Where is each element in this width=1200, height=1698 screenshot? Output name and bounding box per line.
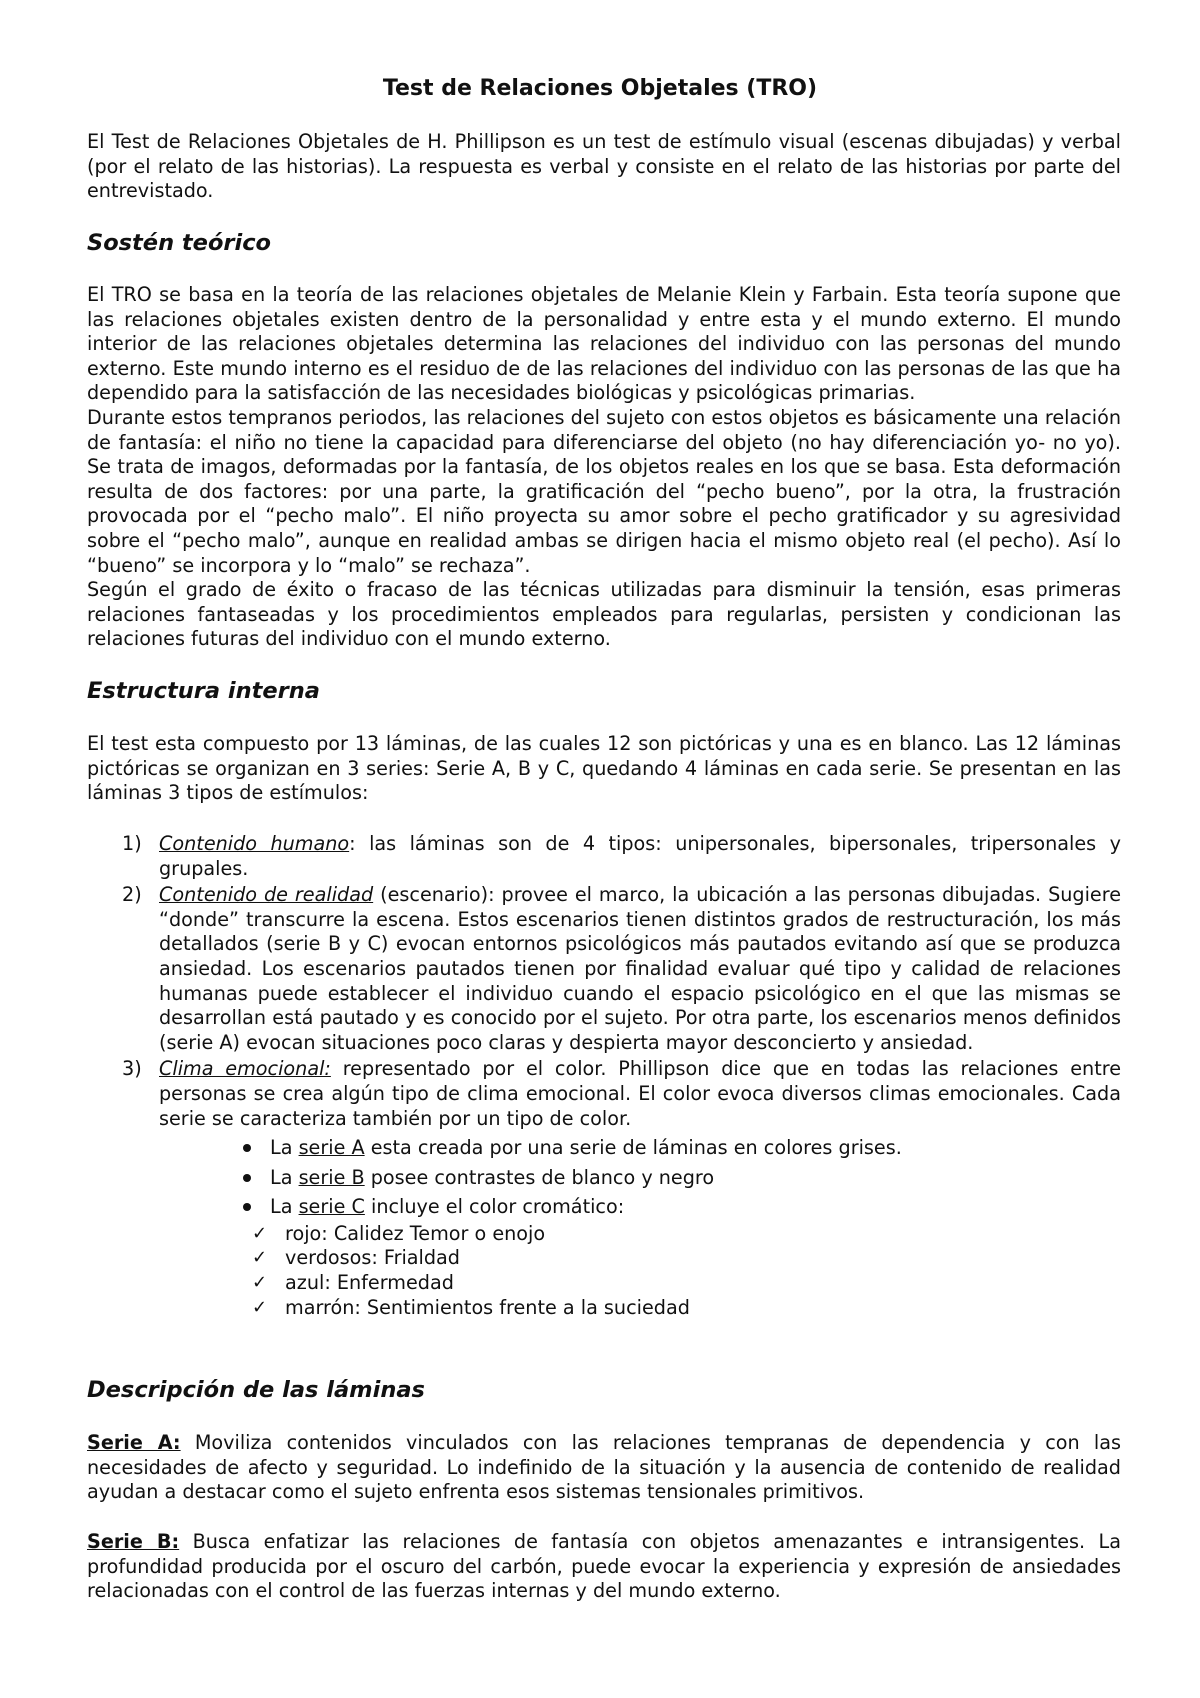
serie-a-label: Serie A: <box>87 1431 181 1454</box>
checkmark-icon: ✓ <box>252 1297 268 1319</box>
series-term: serie C <box>298 1195 365 1219</box>
stimulus-item <box>87 1057 1121 1320</box>
serie-b-text: Busca enfatizar las relaciones de fantasía con objetos amenazantes e intransigentes. La profundidad producida por el oscuro del carbón, puede evocar la experiencia y expresión de ansiedades relacionadas con el control de las fuerzas internas y del mundo externo. <box>87 1530 1121 1603</box>
series-bullet <box>231 1192 1121 1222</box>
theory-paragraph-2: Durante estos tempranos periodos, las relaciones del sujeto con estos objetos es básicamente una relación de fantasía: el niño no tiene la capacidad para diferenciarse del objeto (no hay diferenciación yo- no yo). Se trata de imagos, deformadas por la fantasía, de los objetos reales en los que se basa. Esta deformación resulta de dos factores: por una parte, la gratificación del “pecho bueno”, por la otra, la frustración provocada por el “pecho malo”. El niño proyecta su amor sobre el pecho gratificador y su agresividad sobre el “pecho malo”, aunque en realidad ambas se dirigen hacia el mismo objeto real (el pecho). Así lo “bueno” se incorpora y lo “malo” se rechaza”. <box>87 406 1121 577</box>
bullet-icon <box>243 1174 251 1182</box>
stimulus-description: (escenario): provee el marco, la ubicación a las personas dibujadas. Sugiere “donde” transcurre la escena. Estos escenarios tienen distintos grados de restructuración, los más detallados (serie B y C) evocan entornos psicológicos más pautados evitando así que se produzca ansiedad. Los escenarios pautados tienen por finalidad evaluar qué tipo y calidad de relaciones humanas puede establecer el individuo cuando el espacio psicológico en el que las mismas se desarrollan está pautado y es conocido por el sujeto. Por otra parte, los escenarios menos definidos (serie A) evocan situaciones poco claras y despierta mayor desconcierto y ansiedad. <box>159 883 1121 1054</box>
section-heading-sosten-teorico: Sostén teórico <box>87 230 271 256</box>
checkmark-icon: ✓ <box>252 1247 268 1269</box>
serie-a-text: Moviliza contenidos vinculados con las relaciones tempranas de dependencia y con las necesidades de afecto y seguridad. Lo indefinido de la situación y la ausencia de contenido de realidad ayudan a destacar como el sujeto enfrenta esos sistemas tensionales primitivos. <box>87 1431 1121 1504</box>
stimulus-term: Contenido humano <box>159 832 350 855</box>
checkmark-icon: ✓ <box>252 1272 268 1294</box>
series-bullet <box>231 1133 1121 1163</box>
stimulus-item-body <box>159 832 1121 881</box>
color-meaning-item <box>252 1246 1121 1271</box>
stimulus-term: Contenido de realidad <box>159 883 374 907</box>
document-title: Test de Relaciones Objetales (TRO) <box>382 76 818 101</box>
color-meaning-text: azul: Enfermedad <box>285 1271 454 1295</box>
bullet-text: La <box>270 1165 299 1189</box>
stimulus-description: representado por el color. Phillipson dice que en todas las relaciones entre personas se crea algún tipo de clima emocional. El color evoca diversos climas emocionales. Cada serie se caracteriza también por un tipo de color. <box>159 1057 1121 1130</box>
bullet-icon <box>243 1203 251 1211</box>
structure-paragraph: El test esta compuesto por 13 láminas, de las cuales 12 son pictóricas y una es en blanco. Las 12 láminas pictóricas se organizan en 3 series: Serie A, B y C, quedando 4 láminas en cada serie. Se presentan en las láminas 3 tipos de estímulos: <box>87 732 1121 805</box>
color-meaning-item <box>252 1296 1121 1321</box>
list-number: 1) <box>122 832 142 855</box>
bullet-text: posee contrastes de blanco y negro <box>364 1165 715 1189</box>
color-meaning-item <box>252 1222 1121 1247</box>
checkmark-icon: ✓ <box>252 1222 268 1244</box>
section-heading-descripcion-laminas: Descripción de las láminas <box>87 1377 425 1403</box>
color-meaning-text: verdosos: Frialdad <box>285 1246 460 1270</box>
list-number: 3) <box>122 1057 142 1081</box>
section-heading-estructura-interna: Estructura interna <box>87 678 320 704</box>
list-number: 2) <box>122 883 142 907</box>
bullet-text: La <box>270 1136 299 1160</box>
bullet-text: La <box>270 1195 299 1219</box>
stimulus-list <box>87 832 1121 1323</box>
stimulus-term: Clima emocional: <box>159 1057 331 1081</box>
stimulus-item <box>87 832 1121 881</box>
color-meaning-text: marrón: Sentimientos frente a la suciedad <box>285 1296 690 1320</box>
serie-b-paragraph <box>87 1530 1121 1604</box>
stimulus-item <box>87 883 1121 1055</box>
bullet-icon <box>243 1144 251 1152</box>
theory-paragraph-3: Según el grado de éxito o fracaso de las técnicas utilizadas para disminuir la tensión, esas primeras relaciones fantaseadas y los procedimientos empleados para regularlas, persisten y condicionan las relaciones futuras del individuo con el mundo externo. <box>87 578 1121 651</box>
stimulus-item-body <box>159 1057 1121 1320</box>
serie-b-label: Serie B: <box>87 1530 180 1553</box>
series-term: serie A <box>298 1136 365 1160</box>
theory-paragraph-1: El TRO se basa en la teoría de las relaciones objetales de Melanie Klein y Farbain. Esta teoría supone que las relaciones objetales existen dentro de la personalidad y entre esta y el mundo externo. El mundo interior de las relaciones objetales determina las relaciones del individuo con las personas del mundo externo. Este mundo interno es el residuo de de las relaciones del individuo con las personas de las que ha dependido para la satisfacción de las necesidades biológicas y psicológicas primarias. <box>87 283 1121 405</box>
series-term: serie B <box>298 1165 365 1189</box>
stimulus-description: : las láminas son de 4 tipos: unipersonales, bipersonales, tripersonales y grupales. <box>159 832 1121 880</box>
color-meaning-text: rojo: Calidez Temor o enojo <box>285 1221 546 1245</box>
color-meaning-list <box>252 1222 1121 1321</box>
series-bullet <box>231 1163 1121 1193</box>
intro-paragraph: El Test de Relaciones Objetales de H. Phillipson es un test de estímulo visual (escenas dibujadas) y verbal (por el relato de las historias). La respuesta es verbal y consiste en el relato de las historias por parte del entrevistado. <box>87 130 1121 203</box>
bullet-text: esta creada por una serie de láminas en colores grises. <box>364 1136 902 1160</box>
series-color-list <box>231 1133 1121 1222</box>
color-meaning-item <box>252 1271 1121 1296</box>
serie-a-paragraph <box>87 1431 1121 1505</box>
stimulus-item-body <box>159 883 1121 1055</box>
bullet-text: incluye el color cromático: <box>364 1195 625 1219</box>
